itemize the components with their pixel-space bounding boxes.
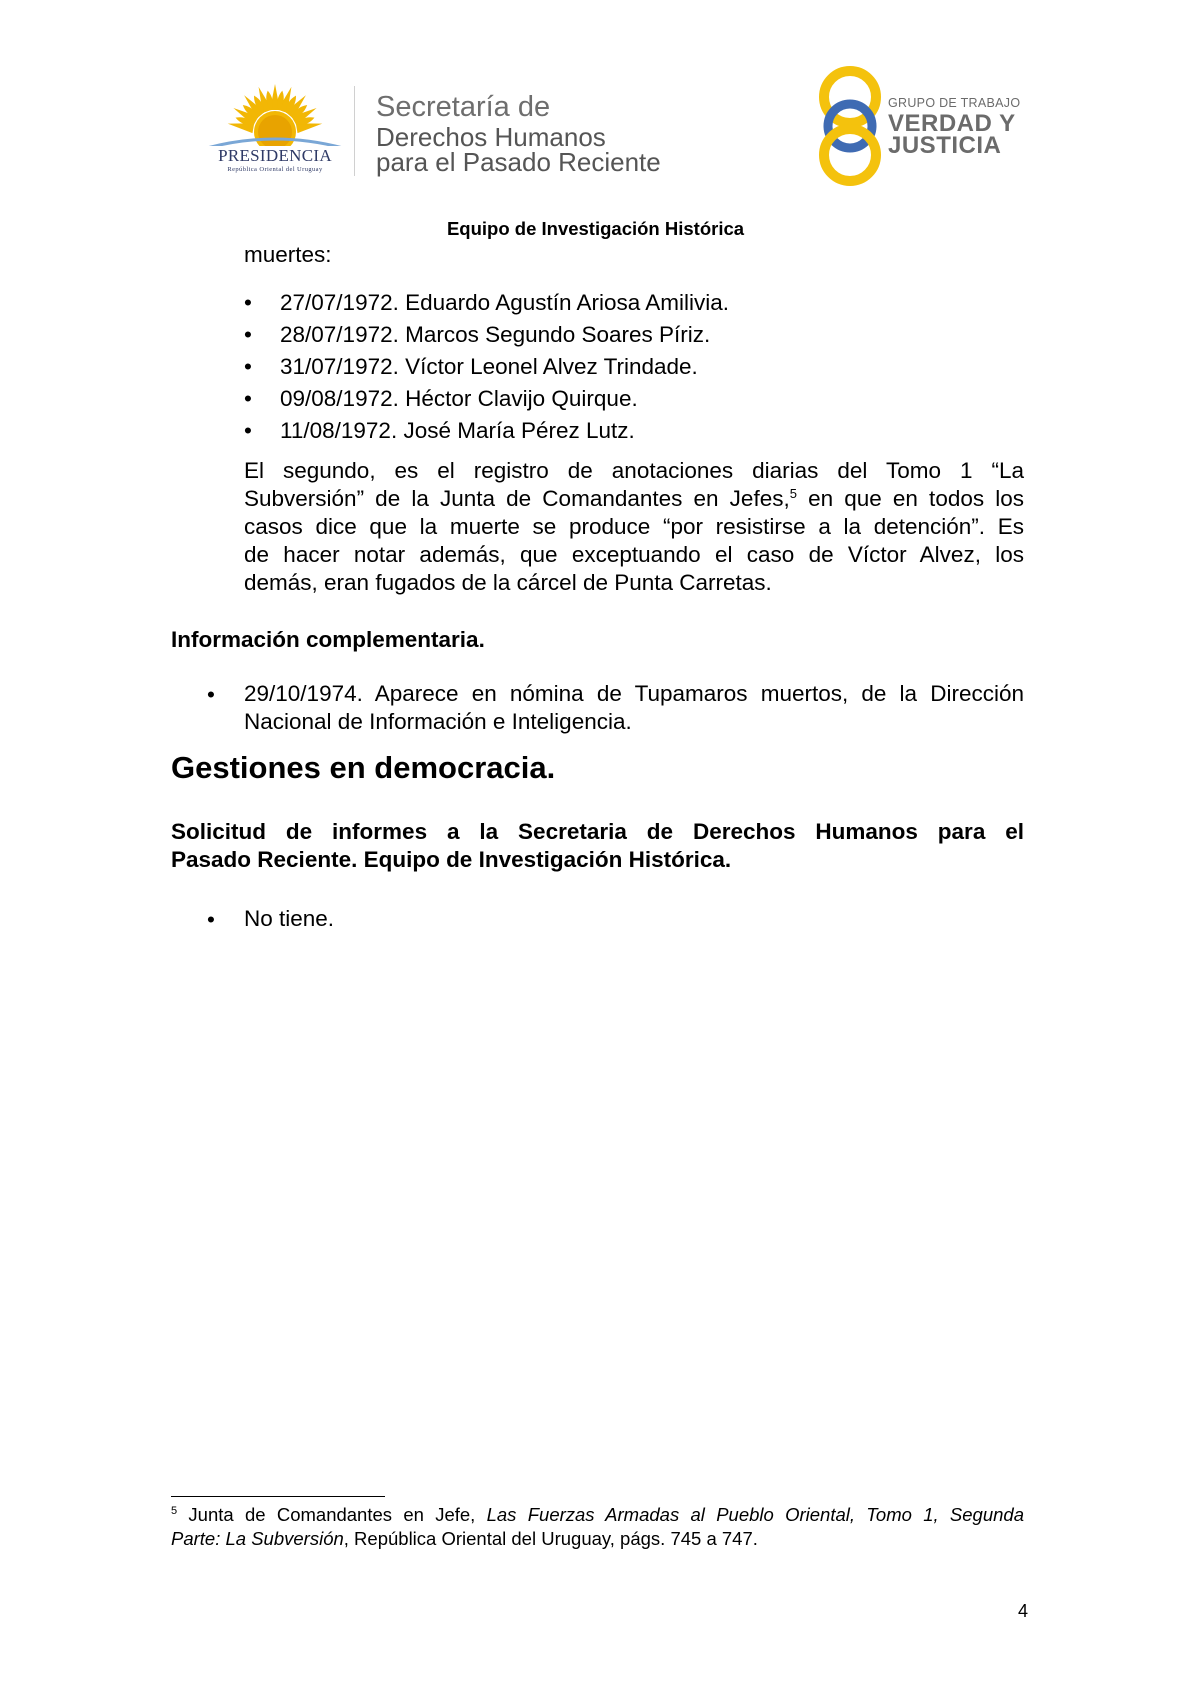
grupo-line3: JUSTICIA (888, 132, 1002, 159)
no-tiene-item: No tiene. (244, 906, 335, 931)
info-item: 29/10/1974. Aparece en nómina de Tupamaros muertos, de la Dirección Nacional de Información e Inteligencia. (244, 681, 1024, 734)
bullet: • (244, 418, 252, 443)
logo-divider (354, 86, 355, 176)
list-item: • 27/07/1972. Eduardo Agustín Ariosa Amilivia. (244, 290, 730, 315)
page-number: 4 (1018, 1601, 1029, 1621)
segundo-paragraph: El segundo, es el registro de anotaciones diarias del Tomo 1 “La Subversión” de la Junta de Comandantes en Jefes,$^5$ en que en todos los casos dice que la muerte se produce “por resistirse a la detención”. Es de hacer notar además, que exceptuando el caso de Víctor Alvez, los demás, eran fugados de la cárcel de Punta Carretas. (244, 458, 1024, 595)
secretaria-title-line1: Secretaría de (376, 91, 551, 123)
secretaria-title-line2: Derechos Humanos (376, 122, 606, 152)
solicitud-heading: Solicitud de informes a la Secretaria de Derechos Humanos para el Pasado Reciente. Equipo de Investigación Histórica. (171, 819, 1024, 872)
bullet: • (244, 386, 252, 411)
list-item: • 28/07/1972. Marcos Segundo Soares Píriz. (244, 322, 711, 347)
team-header: Equipo de Investigación Histórica (446, 218, 745, 239)
bullet: • (207, 682, 215, 707)
list-item: • 09/08/1972. Héctor Clavijo Quirque. (244, 386, 638, 411)
presidencia-name: PRESIDENCIA (218, 146, 332, 165)
bullet: • (244, 322, 252, 347)
presidencia-subtitle: República Oriental del Uruguay (227, 166, 323, 173)
secretaria-title-line3: para el Pasado Reciente (376, 147, 661, 177)
info-heading: Información complementaria. (171, 627, 485, 652)
footnote-separator (171, 1496, 385, 1497)
bullet: • (244, 354, 252, 379)
bullet: • (207, 907, 215, 932)
gestiones-heading: Gestiones en democracia. (171, 750, 556, 785)
footnote-number: 5 (171, 1505, 178, 1517)
grupo-line1: GRUPO DE TRABAJO (888, 96, 1021, 110)
list-item: • 11/08/1972. José María Pérez Lutz. (244, 418, 635, 443)
deaths-list (244, 289, 1024, 449)
list-item: • 31/07/1972. Víctor Leonel Alvez Trindade. (244, 354, 698, 379)
lead-text: muertes: (244, 242, 332, 267)
footnote-ref[interactable]: 5 (789, 486, 797, 501)
verdad-justicia-rings-logo (812, 64, 894, 188)
grupo-line2: VERDAD Y (888, 110, 1016, 137)
footnote: $^5$ Junta de Comandantes en Jefe, Las Fuerzas Armadas al Pueblo Oriental, Tomo 1, Segunda Parte: La Subversión, República Oriental del Uruguay, págs. 745 a 747. (171, 1504, 1024, 1549)
bullet: • (244, 290, 252, 315)
